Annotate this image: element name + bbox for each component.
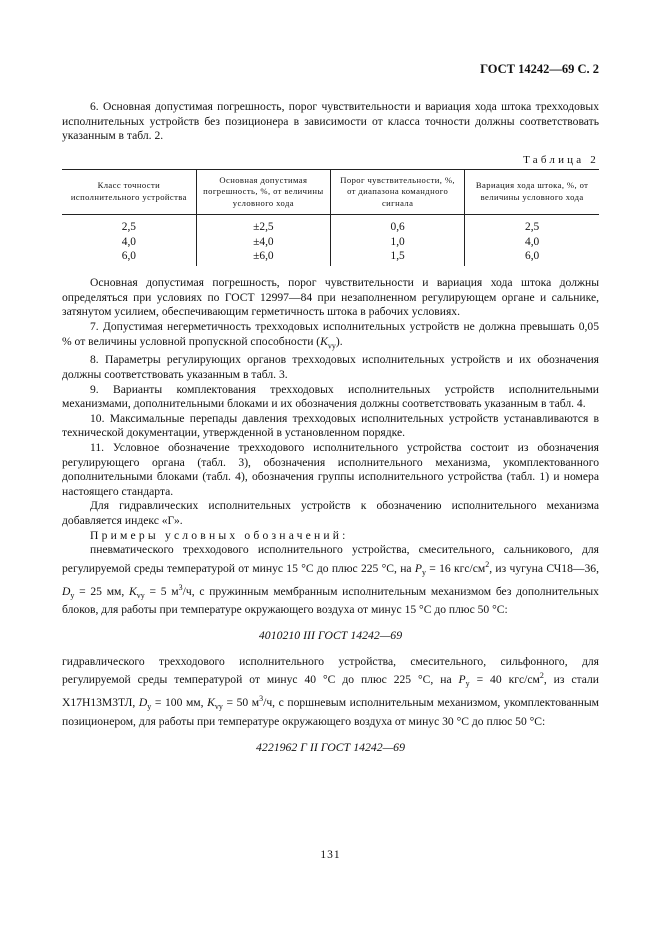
table-cell: 0,6 [331,214,465,234]
table-cell: ±4,0 [196,235,330,250]
dy-subscript: y [147,702,152,712]
example-1-code: 4010210 III ГОСТ 14242—69 [258,627,403,642]
table-row [62,235,599,250]
table-cell: ±2,5 [196,214,330,234]
page-header: ГОСТ 14242—69 С. 2 [480,62,599,76]
document-body [62,100,599,767]
table-cell: 6,0 [465,249,599,266]
table-cell: 4,0 [121,235,136,248]
example-2 [62,655,599,730]
table-header-row [62,169,599,214]
table-caption: Таблица 2 [523,153,599,166]
example-1-flow: = 5 м [144,584,179,598]
table-cell: 2,5 [465,214,599,234]
py-symbol: P [458,673,466,687]
example-1-pressure: = 16 кгс/см [425,561,486,575]
table-cell: ±6,0 [196,249,330,266]
kvy-symbol: K [129,584,137,598]
example-2-flow-sup: 3 [259,694,264,704]
table-cell: 2,5 [121,220,136,233]
page-number: 131 [320,849,341,861]
table-row [62,214,599,234]
paragraph-7-text: 7. Допустимая негерметичность трехходовых исполнительных устройств не должна превышать 0,05 % от величины условной пропускной способности ( [62,319,599,348]
dy-subscript: y [70,590,75,600]
example-2-code: 4221962 Г II ГОСТ 14242—69 [256,739,405,754]
kvy-subscript: vy [136,590,145,600]
example-1 [62,543,599,618]
examples-title: Примеры условных обозначений: [90,528,349,542]
py-subscript: y [421,567,426,577]
paragraph-7-end: ). [335,334,343,348]
example-1-diameter: = 25 мм, [74,584,130,598]
example-2-sup: 2 [539,671,544,681]
kvy-symbol: K [320,334,328,348]
table-cell: 4,0 [465,235,599,250]
example-2-pressure: = 40 кгс/см [469,673,540,687]
table-header-cell: Вариация хода штока, %, от величины условного хода [465,169,599,214]
kvy-symbol: K [207,696,215,710]
example-1-text: пневматического трехходового исполнительного устройства, смесительного, сальникового, для регулируемой среды температурой от минус 15 °С до плюс 225 °С, на [62,543,599,575]
dy-symbol: D [62,584,71,598]
table-2 [62,169,599,266]
table-row [62,249,599,266]
py-subscript: y [465,679,470,689]
table-cell: 6,0 [121,250,136,263]
paragraph-7 [62,320,599,354]
table-header-cell: Основная допустимая погрешность, %, от величины условного хода [196,169,330,214]
table-header-cell: Порог чувствительности, %, от диапазона командного сигнала [331,169,465,214]
py-symbol: P [414,561,422,575]
example-1-material: , из чугуна СЧ18—36, [489,561,599,575]
example-1-flow-sup: 3 [178,582,183,592]
dy-symbol: D [138,696,148,710]
example-2-material: , из стали Х17Н13М3ТЛ, [62,673,599,710]
example-2-rest: /ч, с поршневым исполнительным механизмом, укомплектованным позиционером, для работы при температуре окружающего воздуха от минус 30 °С до плюс 50 °С: [62,696,600,729]
example-2-flow: = 50 м [222,696,260,710]
paragraph-8: 8. Параметры регулирующих органов трехходовых исполнительных устройств и их обозначения должны соответствовать указанным в табл. 3. [62,353,599,382]
paragraph-10: 10. Максимальные перепады давления трехходовых исполнительных устройств устанавливаются в технической документации, утвержденной в установленном порядке. [62,411,599,440]
paragraph-hydraulic: Для гидравлических исполнительных устройств к обозначению исполнительного механизма добавляется индекс «Г». [62,499,599,527]
paragraph-9: 9. Варианты комплектования трехходовых исполнительных устройств исполнительными механизмами, дополнительными блоками и их обозначения должны соответствовать указанным в табл. 4. [62,382,599,411]
paragraph-6: 6. Основная допустимая погрешность, порог чувствительности и вариация хода штока трехходовых исполнительных устройств без позиционера в зависимости от класса точности должны соответствовать указанным в табл. 2. [62,100,599,143]
kvy-subscript: vy [214,702,223,712]
kvy-subscript: vy [327,340,336,350]
example-1-rest: /ч, с пружинным мембранным исполнительным механизмом без дополнительных блоков, для работы при температуре окружающего воздуха от минус 15 °С до плюс 50 °С: [62,584,599,617]
example-2-text: гидравлического трехходового исполнительного устройства, смесительного, сильфонного, для регулируемой среды температурой от минус 40 °С до плюс 225 °С, на [62,654,599,687]
table-cell: 1,0 [331,235,465,250]
example-1-sup: 2 [485,559,490,569]
table-cell: 1,5 [331,249,465,266]
paragraph-conditions: Основная допустимая погрешность, порог чувствительности и вариация хода штока должны определяться при условиях по ГОСТ 12997—84 при незаполненном регулирующем органе и сальнике, затянутом усилием, обеспечивающим герметичность штока в рабочих условиях. [62,276,599,319]
table-header-cell: Класс точности исполнительного устройства [62,169,196,214]
example-2-diameter: = 100 мм, [151,696,208,710]
paragraph-11: 11. Условное обозначение трехходового исполнительного устройства состоит из обозначения регулирующего органа (табл. 3), обозначения исполнительного механизма, укомплектованного дополнительными блоками (табл. 4), обозначения группы исполнительного устройства (табл. 1) и номера настоящего стандарта. [62,441,599,498]
